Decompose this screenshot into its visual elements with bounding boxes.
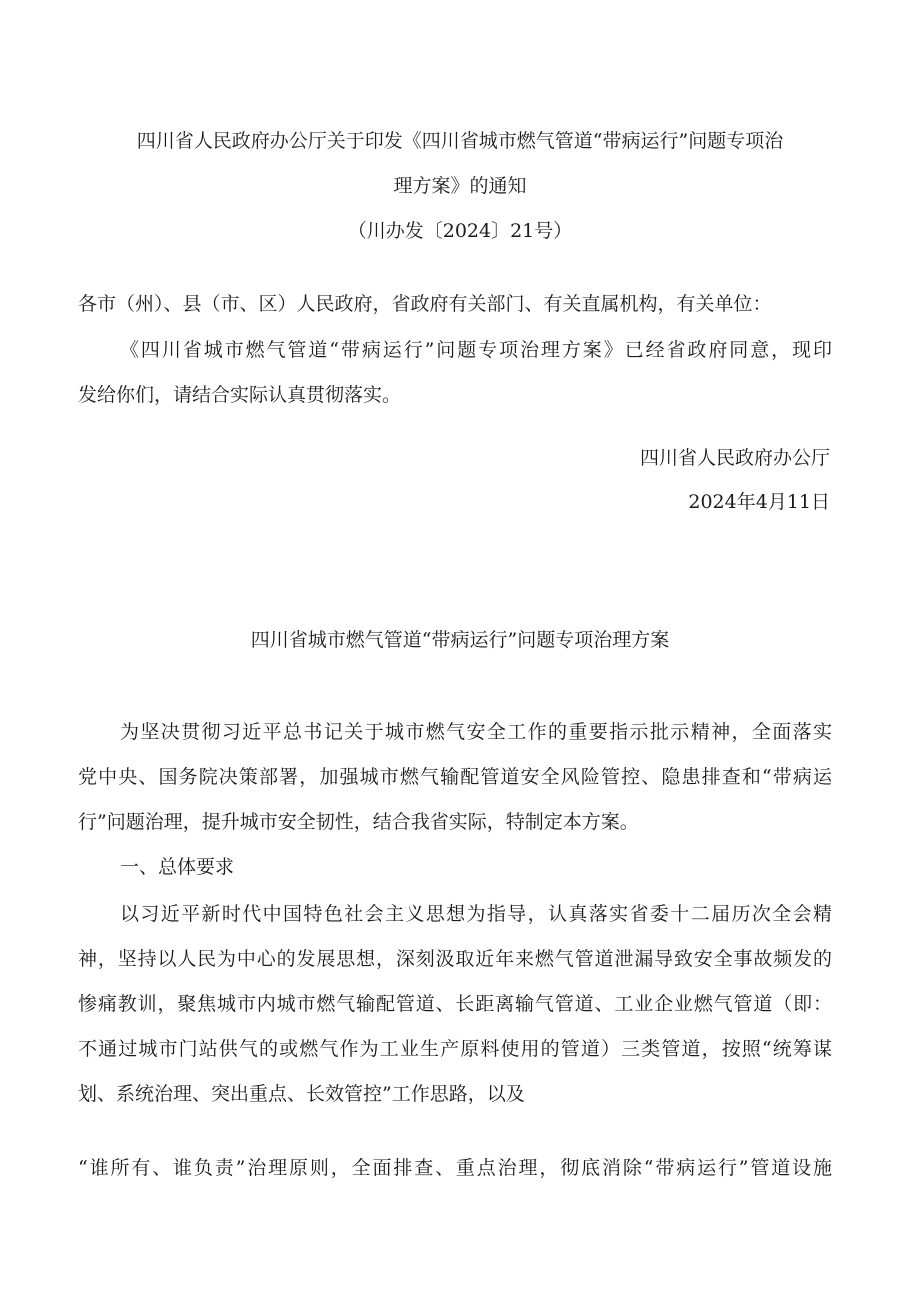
section-heading-general-requirements: 一、总体要求 [120,856,235,878]
issue-date: 2024年4月11日 [688,491,830,513]
intro-line-1: 为坚决贯彻习近平总书记关于城市燃气安全工作的重要指示批示精神，全面落实 [120,721,832,743]
intro-line-3: 行”问题治理，提升城市安全韧性，结合我省实际，特制定本方案。 [78,811,639,833]
section1-line-2: 神，坚持以人民为中心的发展思想，深刻汲取近年来燃气管道泄漏导致安全事故频发的 [78,948,832,970]
document-number: （川办发〔2024〕21号） [347,220,573,242]
section1-line-4: 不通过城市门站供气的或燃气作为工业生产原料使用的管道）三类管道，按照“统筹谋 [78,1038,832,1060]
section1-line-5: 划、系统治理、突出重点、长效管控”工作思路，以及 [78,1083,525,1105]
issuer-signature: 四川省人民政府办公厅 [639,447,830,469]
notice-body-line-1: 《四川省城市燃气管道“带病运行”问题专项治理方案》已经省政府同意，现印 [120,339,832,361]
intro-line-2: 党中央、国务院决策部署，加强城市燃气输配管道安全风险管控、隐患排查和“带病运 [78,766,832,788]
notice-title-line-1: 四川省人民政府办公厅关于印发《四川省城市燃气管道“带病运行”问题专项治 [136,130,784,152]
section1-line-1: 以习近平新时代中国特色社会主义思想为指导，认真落实省委十二届历次全会精 [120,903,832,925]
section1-line-6: “谁所有、谁负责”治理原则，全面排查、重点治理，彻底消除“带病运行”管道设施 [78,1157,832,1179]
section1-line-3: 惨痛教训，聚焦城市内城市燃气输配管道、长距离输气管道、工业企业燃气管道（即： [78,993,832,1015]
plan-title: 四川省城市燃气管道“带病运行”问题专项治理方案 [250,629,670,651]
notice-title-line-2: 理方案》的通知 [393,175,527,197]
notice-addressee: 各市（州）、县（市、区）人民政府，省政府有关部门、有关直属机构，有关单位： [78,293,772,315]
notice-body-line-2: 发给你们，请结合实际认真贯彻落实。 [78,384,402,406]
